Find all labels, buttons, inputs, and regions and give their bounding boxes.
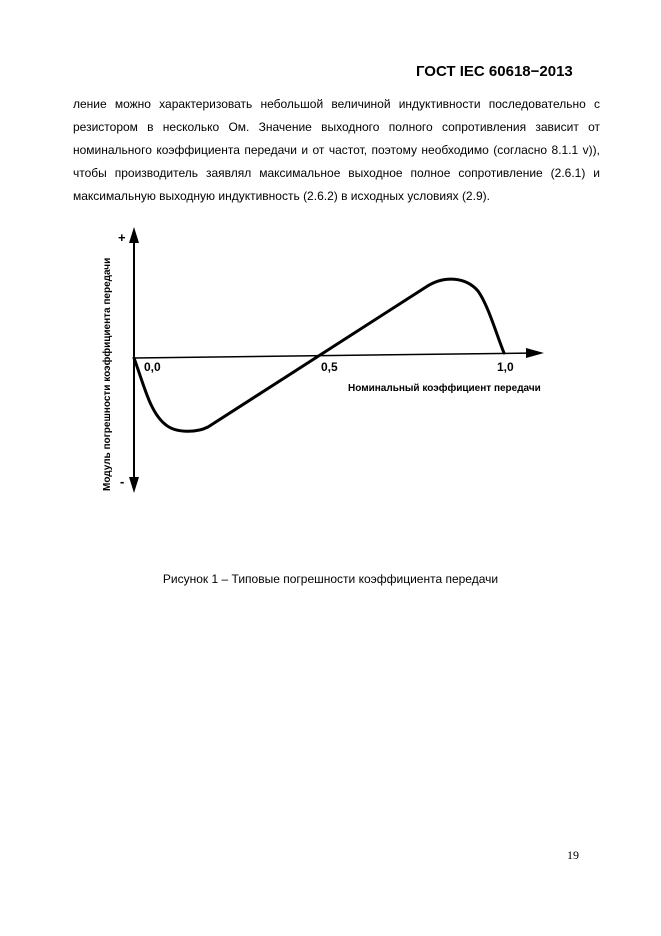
y-axis-arrow-up: [129, 227, 139, 243]
document-code-header: ГОСТ IEC 60618−2013: [416, 63, 573, 80]
figure-error-diagram: [96, 225, 566, 500]
y-axis-arrow-down: [129, 477, 139, 493]
tick-label-1: 0,5: [321, 360, 338, 374]
y-plus-label: +: [118, 230, 126, 245]
x-axis: [134, 353, 536, 358]
page-number: 19: [567, 848, 579, 862]
x-axis-label: Номинальный коэффициент передачи: [348, 383, 541, 394]
tick-label-2: 1,0: [497, 360, 514, 374]
x-axis-arrow: [526, 348, 544, 358]
error-curve: [134, 279, 504, 431]
tick-label-0: 0,0: [144, 360, 161, 374]
body-paragraph: ление можно характеризовать небольшой величиной индуктивности последовательно с резистором в несколько Ом. Значение выходного полного сопротивления зависит от номинального коэффициента передачи и от частот, поэтому необходимо (согласно 8.1.1 v)), чтобы производитель заявлял максимальное выходное полное сопротивление (2.6.1) и максимальную выходную индуктивность (2.6.2) в исходных условиях (2.9).: [73, 97, 600, 203]
figure-caption: Рисунок 1 – Типовые погрешности коэффициента передачи: [162, 572, 499, 586]
y-minus-label: -: [120, 474, 125, 489]
y-axis-label: Модуль погрешности коэффициента передачи: [102, 257, 113, 491]
